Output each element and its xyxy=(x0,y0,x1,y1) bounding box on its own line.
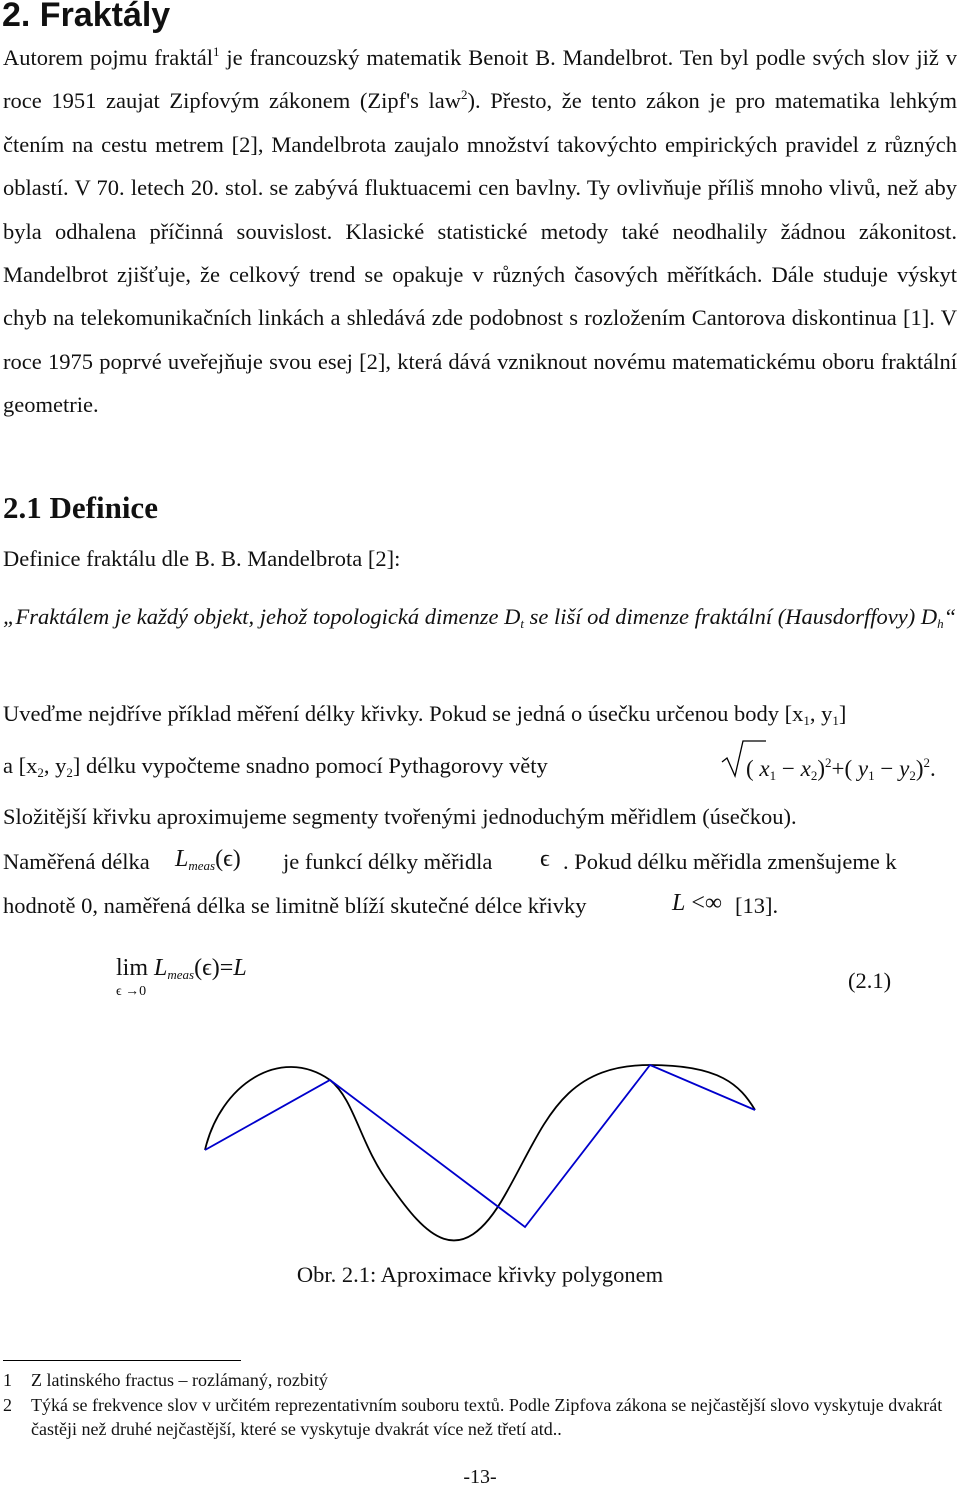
body-line-5-a: hodnotě 0, naměřená délka se limitně blíží skutečné délce křivky xyxy=(3,893,587,918)
body-line-1-c: ] xyxy=(838,701,847,726)
body-line-2-c: ] délku vypočteme snadno pomocí Pythagorovy věty xyxy=(72,753,548,778)
footnote-1 xyxy=(3,1368,948,1392)
arg: (ϵ) xyxy=(215,846,241,872)
lt: < xyxy=(691,890,705,916)
var-L: L xyxy=(175,846,189,872)
definition-quote xyxy=(3,596,957,637)
sub: 2 xyxy=(909,768,916,783)
sub: 2 xyxy=(66,765,73,780)
sup: 2 xyxy=(825,755,832,770)
body-line-1-text: Uveďme nejdříve příklad měření délky křivky. Pokud se jedná o úsečku určenou body [x xyxy=(3,701,804,726)
definition-intro: Definice fraktálu dle B. B. Mandelbrota [2]: xyxy=(3,546,401,571)
var-x1: x xyxy=(759,756,770,781)
footnote-ref-2[interactable]: 2 xyxy=(461,87,468,103)
paren: ) xyxy=(915,756,924,781)
approximating-polygon xyxy=(205,1065,755,1227)
lmeas-formula xyxy=(175,846,241,873)
footnote-number: 1 xyxy=(3,1370,12,1390)
pythagoras-formula xyxy=(720,742,960,790)
sub: 2 xyxy=(37,765,44,780)
arg: (ϵ)= xyxy=(194,955,234,981)
sup: 2 xyxy=(923,755,931,770)
epsilon-symbol: ϵ xyxy=(540,846,550,872)
footnote-2 xyxy=(3,1393,948,1441)
minus: − xyxy=(880,756,894,781)
body-line-2-a: a [x xyxy=(3,753,38,778)
page-number: -13- xyxy=(463,1466,497,1488)
minus: − xyxy=(781,756,795,781)
quote-sub-h: h xyxy=(937,616,944,631)
limit-subscript: ϵ →0 xyxy=(116,984,147,999)
quote-close: “ xyxy=(943,604,957,629)
lim: lim xyxy=(116,955,149,981)
quote-text-2: se liší od dimenze fraktální (Hausdorffovy) D xyxy=(524,604,938,629)
paren: ( xyxy=(844,756,853,781)
body-line-3: Složitější křivku aproximujeme segmenty tvořenými jednoduchým měřidlem (úsečkou). xyxy=(3,804,797,829)
intro-text-3: ). Přesto, že tento zákon je pro matematika lehkým čtením na cestu metrem [2], Mandelbrota zaujalo množství takovýchto empirických pravidel z různých oblastí. V 70. letech 20. stol. se zabývá fluktuacemi cen bavlny. Ty ovlivňuje příliš mnoho vlivů, než aby byla odhalena příčinná souvislost. Klasické statistické metody také neodhalily žádnou zákonitost. Mandelbrot zjišťuje, že celkový trend se opakuje v různých časových měřítkách. Dále studuje výskyt chyb na telekomunikačních linkách a shledává zde podobnost s rozložením Cantorova diskontinua [1]. V roce 1975 poprvé uveřejňuje svou esej [2], která dává vzniknout novému matematickému oboru fraktální geometrie. xyxy=(3,88,957,418)
sub: 1 xyxy=(769,768,777,783)
sub: meas xyxy=(188,858,216,873)
sub: 1 xyxy=(803,713,810,728)
infinity: ∞ xyxy=(704,890,723,916)
footnote-text: Z latinského fractus – rozlámaný, rozbitý xyxy=(31,1370,328,1390)
intro-text-2: je francouzský matematik Benoit B. Mandelbrot. Ten byl podle svých slov již v roce 1951 zaujat Zipfovým zákonem (Zipf's law xyxy=(3,45,957,114)
footnote-divider xyxy=(3,1360,241,1361)
footnote-number: 2 xyxy=(3,1395,12,1415)
limit-equation xyxy=(116,955,247,982)
l-less-infinity xyxy=(672,890,722,917)
section-title: 2.1 Definice xyxy=(3,490,158,525)
body-line-2-b: , y xyxy=(43,753,67,778)
sub: 2 xyxy=(810,768,818,783)
var-L: L xyxy=(154,955,168,981)
sub: 1 xyxy=(868,768,875,783)
body-line-4-b: je funkcí délky měřidla xyxy=(283,849,493,874)
quote-sub-t: t xyxy=(520,616,525,631)
body-line-4-c: . Pokud délku měřidla zmenšujeme k xyxy=(563,849,897,874)
quote-text-1: „Fraktálem je každý objekt, jehož topologická dimenze D xyxy=(3,604,521,629)
body-line-4-a: Naměřená délka xyxy=(3,849,150,874)
pythagoras-body xyxy=(746,756,936,782)
body-line-1 xyxy=(3,701,846,727)
plus: + xyxy=(831,756,845,781)
body-line-2 xyxy=(3,753,548,779)
sub: meas xyxy=(167,967,195,982)
intro-paragraph xyxy=(3,36,957,427)
smooth-curve xyxy=(205,1065,755,1240)
sub: 1 xyxy=(832,713,839,728)
paren: ) xyxy=(817,756,826,781)
var-x2: x xyxy=(800,756,811,781)
var-L: L xyxy=(672,890,686,916)
body-line-1-b: , y xyxy=(809,701,833,726)
body-line-5-b: [13]. xyxy=(735,893,779,918)
intro-text-1: Autorem pojmu fraktál xyxy=(3,45,213,70)
var-L: L xyxy=(233,955,247,981)
footnote-text: Týká se frekvence slov v určitém reprezentativním souboru textů. Podle Zipfova zákona se nejčastější slovo vyskytuje dvakrát častěji než druhé nejčastější, které se vyskytuje dvakrát více než třetí atd.. xyxy=(31,1395,943,1439)
footnote-ref-1[interactable]: 1 xyxy=(212,44,220,59)
figure-caption: Obr. 2.1: Aproximace křivky polygonem xyxy=(296,1262,664,1287)
chapter-title: 2. Fraktály xyxy=(2,0,171,34)
var-y2: y xyxy=(899,756,910,781)
curve-polygon-figure xyxy=(180,1025,780,1255)
equation-number: (2.1) xyxy=(848,968,892,993)
var-y1: y xyxy=(857,756,869,781)
dot: . xyxy=(930,756,936,781)
paren: ( xyxy=(746,756,754,781)
